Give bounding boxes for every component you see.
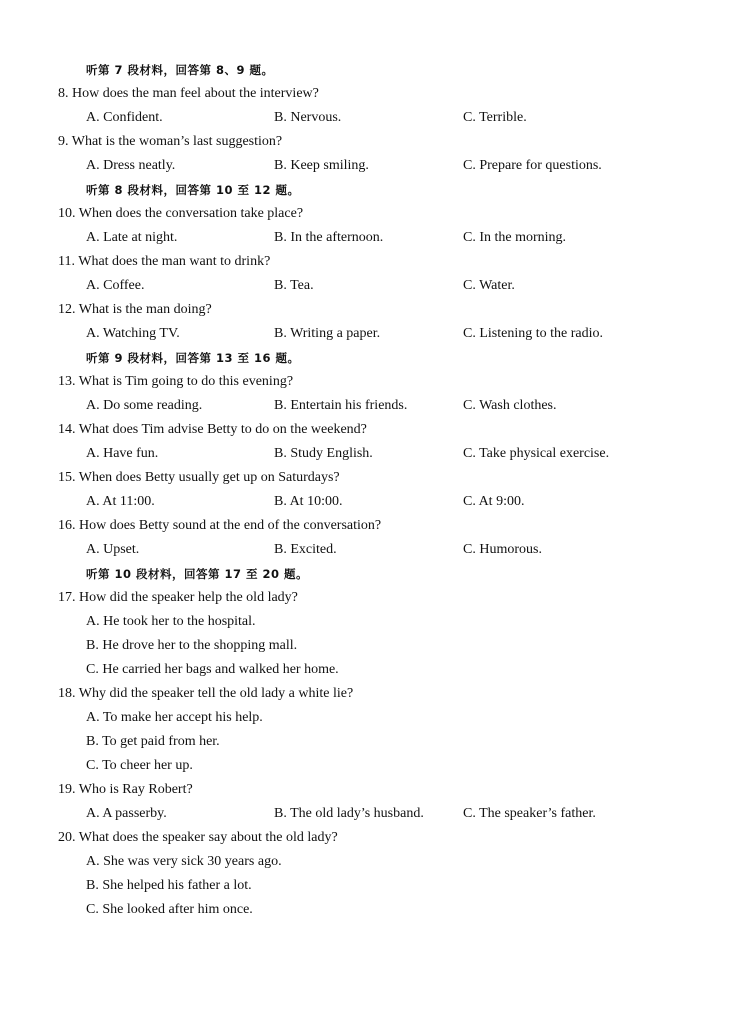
- answer-option-a: A. Have fun.: [86, 446, 159, 461]
- answer-option: B. He drove her to the shopping mall.: [86, 638, 298, 653]
- answer-option-c: C. Humorous.: [463, 542, 542, 557]
- question-text: 14. What does Tim advise Betty to do on the weekend?: [58, 422, 367, 437]
- answer-option-b: B. Study English.: [274, 446, 373, 461]
- answer-option-a: A. Coffee.: [86, 278, 145, 293]
- answer-options-row: [0, 490, 737, 514]
- answer-option: C. He carried her bags and walked her home.: [86, 662, 339, 677]
- answer-option-c: C. Listening to the radio.: [463, 326, 603, 341]
- answer-option-b: B. Writing a paper.: [274, 326, 381, 341]
- answer-option-b: B. Nervous.: [274, 110, 342, 125]
- answer-options-row: [0, 802, 737, 826]
- answer-option: B. She helped his father a lot.: [86, 878, 252, 893]
- section-instruction: 听第 10 段材料，回答第 17 至 20 题。: [86, 567, 309, 581]
- answer-option-b: B. Keep smiling.: [274, 158, 369, 173]
- answer-option-b: B. At 10:00.: [274, 494, 343, 509]
- answer-options-row: [0, 274, 737, 298]
- answer-option-b: B. Excited.: [274, 542, 337, 557]
- answer-option-c: C. Water.: [463, 278, 515, 293]
- answer-option-c: C. Take physical exercise.: [463, 446, 610, 461]
- question-text: 10. When does the conversation take place?: [58, 206, 304, 221]
- question-text: 18. Why did the speaker tell the old lady a white lie?: [58, 686, 354, 701]
- answer-option-a: A. Upset.: [86, 542, 140, 557]
- answer-option-a: A. Watching TV.: [86, 326, 180, 341]
- question-text: 13. What is Tim going to do this evening?: [58, 374, 294, 389]
- answer-option-a: A. Dress neatly.: [86, 158, 176, 173]
- answer-options-row: [0, 322, 737, 346]
- question-text: 19. Who is Ray Robert?: [58, 782, 193, 797]
- answer-options-row: [0, 394, 737, 418]
- answer-option-c: C. Terrible.: [463, 110, 527, 125]
- answer-option-b: B. The old lady’s husband.: [274, 806, 424, 821]
- answer-option-a: A. A passerby.: [86, 806, 167, 821]
- answer-option-c: C. The speaker’s father.: [463, 806, 596, 821]
- answer-option-a: A. Late at night.: [86, 230, 178, 245]
- question-text: 15. When does Betty usually get up on Saturdays?: [58, 470, 340, 485]
- answer-option: A. To make her accept his help.: [86, 710, 263, 725]
- answer-option-c: C. In the morning.: [463, 230, 567, 245]
- answer-option-a: A. At 11:00.: [86, 494, 155, 509]
- answer-options-row: [0, 226, 737, 250]
- section-instruction: 听第 7 段材料，回答第 8、9 题。: [86, 63, 274, 77]
- answer-option: A. She was very sick 30 years ago.: [86, 854, 282, 869]
- question-text: 17. How did the speaker help the old lady?: [58, 590, 298, 605]
- answer-option-b: B. Tea.: [274, 278, 314, 293]
- question-text: 20. What does the speaker say about the old lady?: [58, 830, 338, 845]
- answer-options-row: [0, 442, 737, 466]
- exam-page: [0, 58, 737, 922]
- answer-options-row: [0, 538, 737, 562]
- answer-option-c: C. At 9:00.: [463, 494, 525, 509]
- answer-options-row: [0, 154, 737, 178]
- answer-options-row: [0, 106, 737, 130]
- answer-option-c: C. Prepare for questions.: [463, 158, 602, 173]
- section-instruction: 听第 9 段材料，回答第 13 至 16 题。: [86, 351, 300, 365]
- section-instruction: 听第 8 段材料，回答第 10 至 12 题。: [86, 183, 300, 197]
- answer-option: A. He took her to the hospital.: [86, 614, 256, 629]
- answer-option-b: B. Entertain his friends.: [274, 398, 408, 413]
- question-text: 16. How does Betty sound at the end of the conversation?: [58, 518, 382, 533]
- answer-option-c: C. Wash clothes.: [463, 398, 557, 413]
- answer-option-a: A. Confident.: [86, 110, 163, 125]
- answer-option: C. She looked after him once.: [86, 902, 253, 917]
- question-text: 8. How does the man feel about the interview?: [58, 86, 319, 101]
- answer-option-b: B. In the afternoon.: [274, 230, 384, 245]
- answer-option-a: A. Do some reading.: [86, 398, 203, 413]
- question-text: 12. What is the man doing?: [58, 302, 212, 317]
- question-text: 11. What does the man want to drink?: [58, 254, 271, 269]
- answer-option: C. To cheer her up.: [86, 758, 193, 773]
- answer-option: B. To get paid from her.: [86, 734, 220, 749]
- question-text: 9. What is the woman’s last suggestion?: [58, 134, 283, 149]
